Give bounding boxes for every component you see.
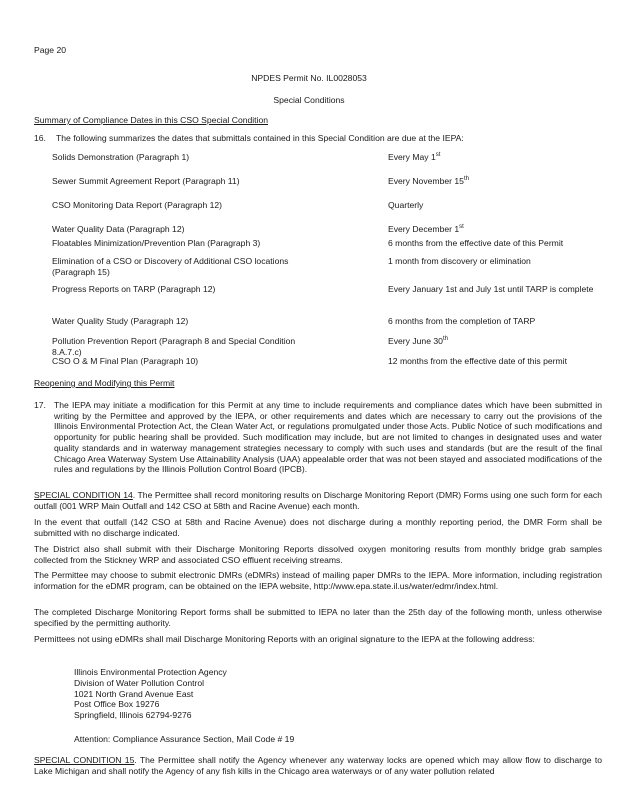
permit-number: NPDES Permit No. IL0028053 xyxy=(251,73,367,83)
due-date: Every January 1st and July 1st until TARP is complete xyxy=(388,284,594,294)
address-line: Division of Water Pollution Control xyxy=(74,677,205,688)
due-date: Every November 15th xyxy=(388,176,469,186)
due-date: 12 months from the effective date of this permit xyxy=(388,356,567,366)
paragraph-number: 17. xyxy=(34,400,46,410)
no-discharge-paragraph: In the event that outfall (142 CSO at 58th and Racine Avenue) does not discharge during a monthly reporting period, the DMR Form shall be submitted with no discharge indicated. xyxy=(34,517,602,538)
special-condition-text: . The Permittee shall record monitoring results on Discharge Monitoring Report (DMR) Forms using one such form for each outfall (001 WRP Main Outfall and 142 CSO at 58th and Racine Avenue) each month. xyxy=(34,490,602,511)
address-line: Post Office Box 19276 xyxy=(74,699,160,710)
due-date: Every June 30th xyxy=(388,336,448,346)
due-date: Every May 1st xyxy=(388,152,441,162)
paragraph-text: The IEPA may initiate a modification for this Permit at any time to include requirements and compliance dates which have been submitted in writing by the Permittee and approved by the IEPA, or other requirements and dates which are necessary to carry out the provisions of the Illinois Environmental Protection Act, the Clean Water Act, or regulations promulgated under those Acts. Public Notice of such modifications and opportunity for public hearing shall be provided. Such modification may include, but are not limited to changes in designated uses and water quality standards and in waterway management strategies necessary to comply with such uses and standards (but are the result of the final Chicago Area Waterway System Use Attainability Analysis (UAA) appealable order that was not been stayed and associated modifications of the rules and regulations by the Illinois Pollution Control Board (IPCB). xyxy=(54,400,602,475)
submittal-item: CSO O & M Final Plan (Paragraph 10) xyxy=(52,356,199,366)
submittal-item: CSO Monitoring Data Report (Paragraph 12) xyxy=(52,200,223,210)
edmr-paragraph: The Permittee may choose to submit electronic DMRs (eDMRs) instead of mailing paper DMRs to the IEPA. More information, including registration information for the eDMR program, can be obtained on the IEPA website, http://www.epa.state.il.us/water/edmr/index.html. xyxy=(34,570,602,591)
submittal-item: Elimination of a CSO or Discovery of Additional CSO locations (Paragraph 15) xyxy=(52,256,289,277)
address-line: Springfield, Illinois 62794-9276 xyxy=(74,710,192,721)
paragraph-17 xyxy=(34,400,602,475)
paragraph-text: The following summarizes the dates that submittals contained in this Special Condition are due at the IEPA: xyxy=(56,133,464,143)
summary-heading: Summary of Compliance Dates in this CSO Special Condition xyxy=(34,115,269,125)
due-date: 6 months from the effective date of this Permit xyxy=(388,238,564,248)
special-condition-14 xyxy=(34,490,602,511)
address-line: Illinois Environmental Protection Agency xyxy=(74,667,227,677)
address-line: 1021 North Grand Avenue East xyxy=(74,688,194,699)
paragraph-number: 16. xyxy=(34,133,46,143)
submittal-item: Progress Reports on TARP (Paragraph 12) xyxy=(52,284,216,294)
attention-line: Attention: Compliance Assurance Section, Mail Code # 19 xyxy=(74,734,295,744)
submittal-item: Floatables Minimization/Prevention Plan (Paragraph 3) xyxy=(52,238,261,248)
submittal-item: Sewer Summit Agreement Report (Paragraph 11) xyxy=(52,176,240,186)
submittal-item: Water Quality Data (Paragraph 12) xyxy=(52,224,185,234)
special-condition-text: . The Permittee shall notify the Agency whenever any waterway locks are opened which may allow flow to discharge to Lake Michigan and shall notify the Agency of any fish kills in the Chicago area waterways or of any water pollution related xyxy=(34,755,602,776)
due-date: 1 month from discovery or elimination xyxy=(388,256,531,266)
due-date: Quarterly xyxy=(388,200,424,210)
submittal-item: Water Quality Study (Paragraph 12) xyxy=(52,316,189,326)
special-condition-label: SPECIAL CONDITION 15 xyxy=(34,755,135,765)
submittal-item: Pollution Prevention Report (Paragraph 8 and Special Condition 8.A.7.c) xyxy=(52,336,296,357)
mailing-address xyxy=(74,667,227,721)
reopening-heading: Reopening and Modifying this Permit xyxy=(34,378,175,388)
paragraph-16 xyxy=(34,133,594,144)
submission-deadline-paragraph: The completed Discharge Monitoring Report forms shall be submitted to IEPA no later than the 25th day of the following month, unless otherwise specified by the permitting authority. xyxy=(34,607,602,628)
mailing-instruction-paragraph: Permittees not using eDMRs shall mail Discharge Monitoring Reports with an original signature to the IEPA at the following address: xyxy=(34,634,535,644)
submittal-item: Solids Demonstration (Paragraph 1) xyxy=(52,152,190,162)
page-number: Page 20 xyxy=(34,45,67,55)
special-condition-15 xyxy=(34,755,602,776)
district-dmr-paragraph: The District also shall submit with their Discharge Monitoring Reports dissolved oxygen monitoring results from monthly bridge grab samples collected from the Stickney WRP and associated CSO effluent receiving streams. xyxy=(34,544,602,565)
special-condition-label: SPECIAL CONDITION 14 xyxy=(34,490,133,500)
special-conditions-heading: Special Conditions xyxy=(273,95,345,105)
due-date: Every December 1st xyxy=(388,224,464,234)
due-date: 6 months from the completion of TARP xyxy=(388,316,536,326)
